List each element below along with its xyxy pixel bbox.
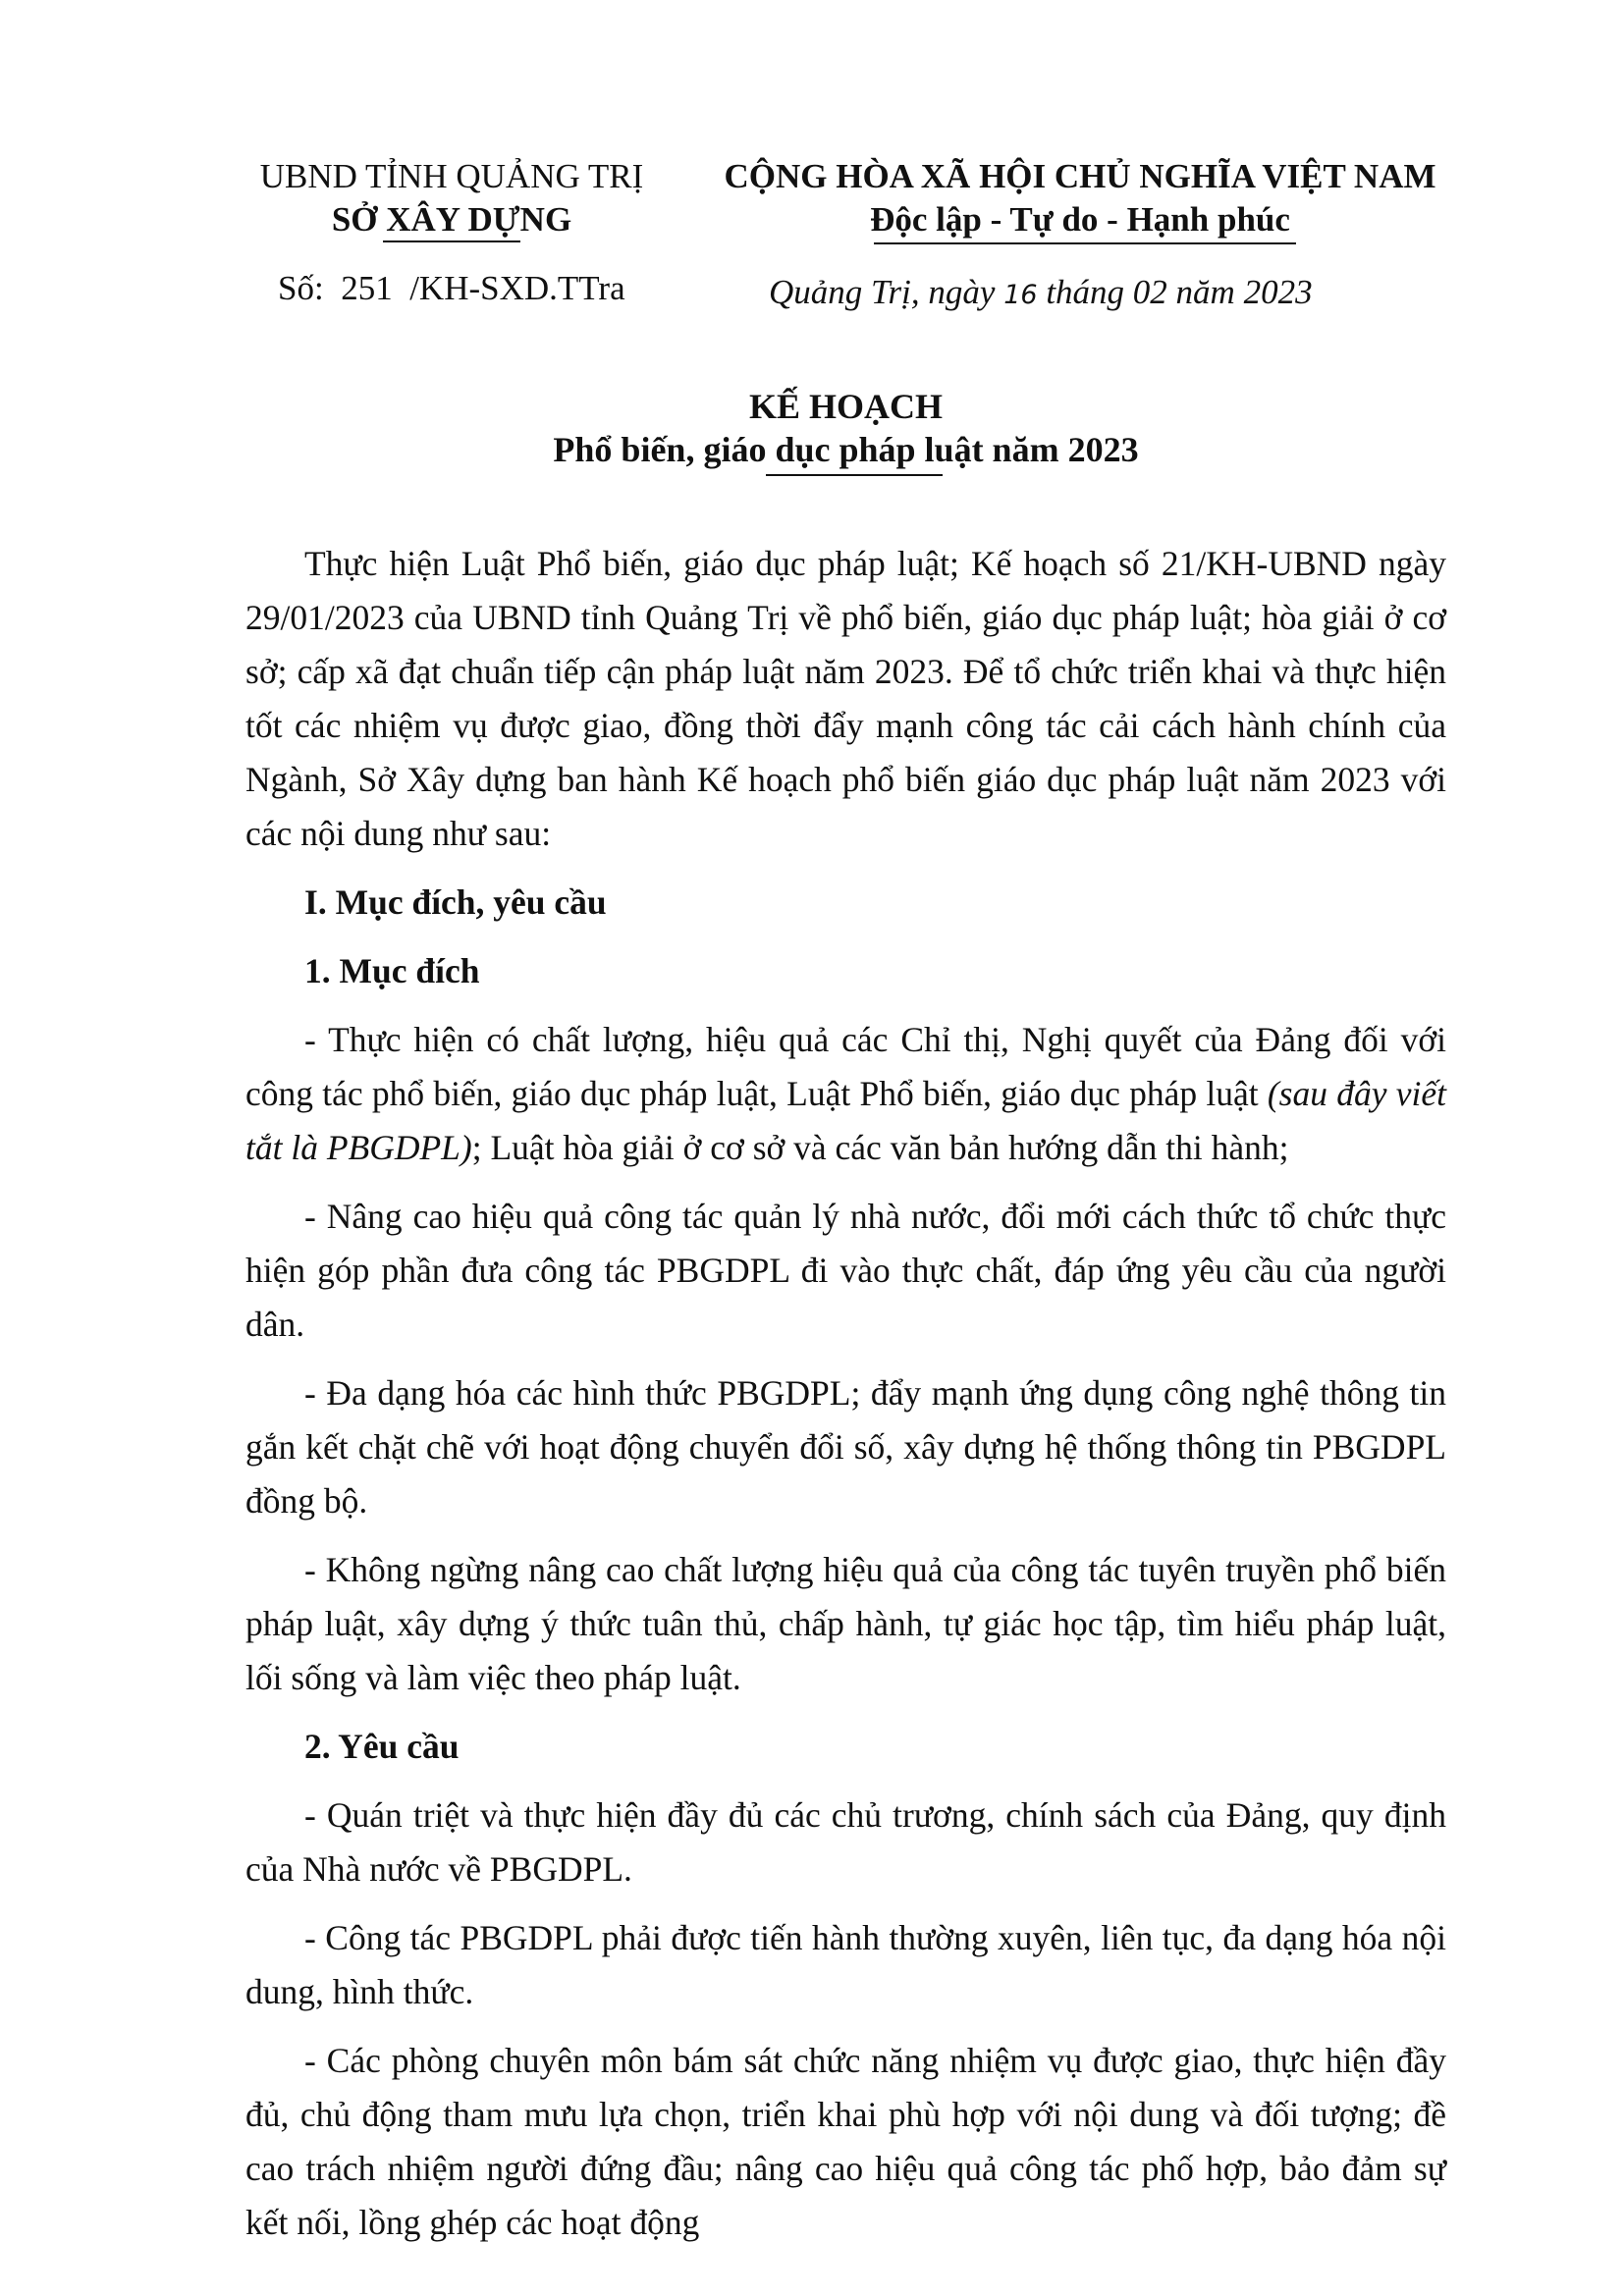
subsection-heading-2: 2. Yêu cầu: [304, 1727, 460, 1766]
title-main: KẾ HOẠCH: [748, 387, 943, 426]
date-day: 16: [1003, 280, 1038, 310]
national-title: CỘNG HÒA XÃ HỘI CHỦ NGHĨA VIỆT NAM: [724, 157, 1436, 195]
paragraph-7: - Các phòng chuyên môn bám sát chức năng nhiệm vụ được giao, thực hiện đầy đủ, chủ động tham mưu lựa chọn, triển khai phù hợp với nội dung và đối tượng; đề cao trách nhiệm người đứng đầu; nâng cao hiệu quả công tác phố hợp, bảo đảm sự kết nối, lồng ghép các hoạt động: [245, 2041, 1446, 2242]
paragraph-1-part-b: ; Luật hòa giải ở cơ sở và các văn bản hướng dẫn thi hành;: [471, 1128, 1289, 1167]
paragraph-4: - Không ngừng nâng cao chất lượng hiệu quả của công tác tuyên truyền phổ biến pháp luật, xây dựng ý thức tuân thủ, chấp hành, tự giác học tập, tìm hiểu pháp luật, lối sống và làm việc theo pháp luật.: [245, 1550, 1446, 1697]
doc-number-prefix: Số:: [278, 269, 324, 307]
paragraph-5: - Quán triệt và thực hiện đầy đủ các chủ trương, chính sách của Đảng, quy định của Nhà nước về PBGDPL.: [245, 1795, 1446, 1889]
paragraph-1-italic: (sau đây viết tắt là PBGDPL): [245, 1074, 1447, 1167]
header-right: [687, 155, 1473, 241]
subsection-heading-1: 1. Mục đích: [304, 951, 480, 990]
intro-paragraph: Thực hiện Luật Phổ biến, giáo dục pháp luật; Kế hoạch số 21/KH-UBND ngày 29/01/2023 của UBND tỉnh Quảng Trị về phổ biến, giáo dục pháp luật; hòa giải ở cơ sở; cấp xã đạt chuẩn tiếp cận pháp luật năm 2023. Để tổ chức triển khai và thực hiện tốt các nhiệm vụ được giao, đồng thời đẩy mạnh công tác cải cách hành chính của Ngành, Sở Xây dựng ban hành Kế hoạch phổ biến giáo dục pháp luật năm 2023 với các nội dung như sau:: [245, 544, 1446, 853]
section-heading-1: I. Mục đích, yêu cầu: [304, 882, 607, 922]
paragraph-2: - Nâng cao hiệu quả công tác quản lý nhà nước, đổi mới cách thức tổ chức thực hiện góp phần đưa công tác PBGDPL đi vào thực chất, đáp ứng yêu cầu của người dân.: [245, 1197, 1446, 1344]
paragraph-1: [245, 1013, 1446, 1175]
agency-parent: UBND TỈNH QUẢNG TRỊ: [259, 157, 644, 195]
date-suffix: tháng 02 năm 2023: [1046, 273, 1313, 311]
paragraph-6: - Công tác PBGDPL phải được tiến hành thường xuyên, liên tục, đa dạng hóa nội dung, hình thức.: [245, 1918, 1446, 2011]
title-sub: Phổ biến, giáo dục pháp luật năm 2023: [553, 430, 1139, 469]
paragraph-1-part-a: - Thực hiện có chất lượng, hiệu quả các Chỉ thị, Nghị quyết của Đảng đối với công tác phổ biến, giáo dục pháp luật, Luật Phổ biến, giáo dục pháp luật: [245, 1020, 1446, 1113]
national-motto: Độc lập - Tự do - Hạnh phúc: [870, 200, 1290, 239]
doc-number-value: 251: [341, 269, 393, 307]
title-underline: [766, 474, 943, 476]
date-prefix: Quảng Trị, ngày: [769, 273, 996, 311]
agency-underline: [383, 240, 520, 242]
doc-number-suffix: /KH-SXD.TTra: [409, 269, 625, 307]
paragraph-3: - Đa dạng hóa các hình thức PBGDPL; đẩy mạnh ứng dụng công nghệ thông tin gắn kết chặt chẽ với hoạt động chuyển đổi số, xây dựng hệ thống thông tin PBGDPL đồng bộ.: [245, 1373, 1446, 1521]
doc-number: [278, 267, 690, 310]
agency-name: SỞ XÂY DỰNG: [331, 200, 572, 239]
date-line: [769, 271, 1476, 317]
document-title: [245, 385, 1446, 471]
header-left: [236, 155, 668, 241]
document-body: [245, 537, 1446, 2265]
motto-underline: [874, 242, 1296, 244]
